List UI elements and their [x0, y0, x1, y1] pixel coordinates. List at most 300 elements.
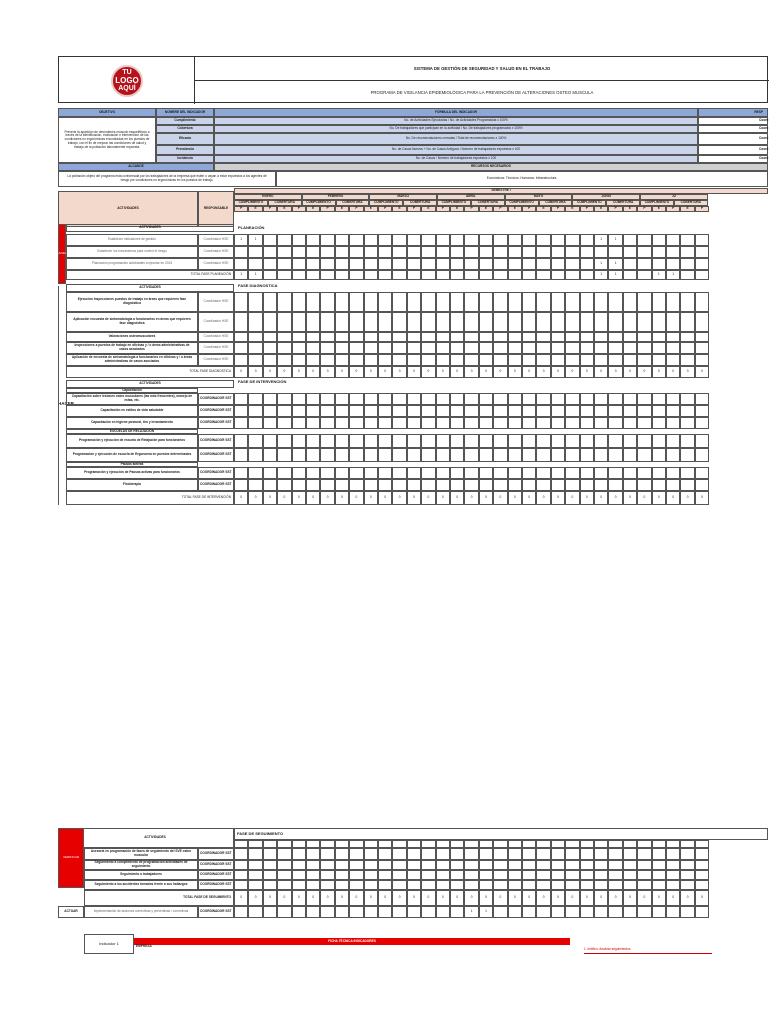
intervencion-row-1-3-cell-17 [479, 417, 493, 429]
intervencion-row-2-2-cell-29 [652, 448, 666, 462]
seguimiento-row-4-cell-15 [450, 880, 464, 890]
seguimiento-row-3-cell-31 [680, 870, 694, 880]
seguimiento-total-cell-5: 0 [306, 890, 320, 906]
seguimiento-row-2-cell-16 [464, 860, 478, 870]
seguimiento-row-3-cell-16 [464, 870, 478, 880]
intervencion-total-cell-32: 0 [695, 491, 709, 505]
diagnostica-total-cell-14: 0 [436, 366, 450, 378]
diagnostica-row-3-cell-30 [666, 332, 680, 342]
intervencion-row-2-1-cell-29 [652, 434, 666, 448]
diagnostica-row-4-cell-29 [652, 342, 666, 354]
intervencion-row-2-2-cell-14 [436, 448, 450, 462]
intervencion-total-cell-13: 0 [421, 491, 435, 505]
intervencion-row-2-1-cell-6 [320, 434, 334, 448]
seguimiento-row-1-cell-25 [594, 848, 608, 860]
planeacion-total-cell-11 [392, 270, 406, 280]
intervencion-row-1-3-cell-0 [234, 417, 248, 429]
seguimiento-row-4-cell-13 [421, 880, 435, 890]
actuar-row-cell-9 [364, 906, 378, 918]
planeacion-row-2-cell-25 [594, 246, 608, 258]
intervencion-row-2-2-cell-18 [493, 448, 507, 462]
diagnostica-total-cell-16: 0 [464, 366, 478, 378]
actuar-row-cell-2 [263, 906, 277, 918]
diagnostica-row-2-cell-20 [522, 312, 536, 332]
seguimiento-total-cell-19: 0 [508, 890, 522, 906]
intervencion-row-1-3-cell-30 [666, 417, 680, 429]
planeacion-row-1-cell-5 [306, 234, 320, 246]
planeacion-row-3-cell-27 [623, 258, 637, 270]
seguimiento-row-3-cell-23 [565, 870, 579, 880]
seguimiento-subheader-cell-18 [493, 840, 507, 848]
planeacion-row-3-cell-9 [364, 258, 378, 270]
month-1-cumplimiento: CUMPLIMIENTO [234, 200, 268, 206]
planeacion-total-cell-20 [522, 270, 536, 280]
seguimiento-row-1-cell-22 [551, 848, 565, 860]
seguimiento-total-cell-23: 0 [565, 890, 579, 906]
diagnostica-row-1-cell-7 [335, 292, 349, 312]
planeacion-row-1-cell-3 [277, 234, 291, 246]
diagnostica-row-1-cell-4 [292, 292, 306, 312]
actuar-row-cell-14 [436, 906, 450, 918]
diagnostica-total-cell-17: 0 [479, 366, 493, 378]
intervencion-row-1-2-cell-28 [637, 405, 651, 417]
diagnostica-responsable-3: Coordinador HSE [198, 332, 234, 342]
diagnostica-row-5-cell-17 [479, 354, 493, 366]
intervencion-row-2-2-cell-17 [479, 448, 493, 462]
diagnostica-row-3-cell-27 [623, 332, 637, 342]
seguimiento-subheader-cell-6 [320, 840, 334, 848]
diagnostica-row-5-cell-9 [364, 354, 378, 366]
diagnostica-row-1-cell-8 [349, 292, 363, 312]
intervencion-row-3-1-cell-29 [652, 467, 666, 479]
diagnostica-row-3-cell-18 [493, 332, 507, 342]
diagnostica-row-5-cell-27 [623, 354, 637, 366]
seguimiento-row-1-cell-18 [493, 848, 507, 860]
intervencion-row-3-2-cell-22 [551, 479, 565, 491]
seguimiento-row-4-cell-14 [436, 880, 450, 890]
planeacion-row-1-cell-18 [493, 234, 507, 246]
intervencion-row-2-2-cell-10 [378, 448, 392, 462]
seguimiento-total-cell-11: 0 [392, 890, 406, 906]
planeacion-row-3-cell-18 [493, 258, 507, 270]
diagnostica-row-3-cell-22 [551, 332, 565, 342]
intervencion-total-cell-19: 0 [508, 491, 522, 505]
seguimiento-row-2-cell-17 [479, 860, 493, 870]
seguimiento-row-4-cell-16 [464, 880, 478, 890]
planeacion-row-3-cell-4 [292, 258, 306, 270]
intervencion-row-3-2-cell-10 [378, 479, 392, 491]
planeacion-row-1-cell-1: 1 [248, 234, 262, 246]
seguimiento-row-4-cell-17 [479, 880, 493, 890]
diagnostica-row-3-cell-10 [378, 332, 392, 342]
seguimiento-responsable-1: COORDINADOR SST [198, 848, 234, 860]
diagnostica-responsable-4: Coordinador HSE [198, 342, 234, 354]
diagnostica-row-3-cell-5 [306, 332, 320, 342]
diagnostica-row-2-cell-27 [623, 312, 637, 332]
intervencion-row-1-2-cell-18 [493, 405, 507, 417]
intervencion-row-3-1-cell-23 [565, 467, 579, 479]
pe-cell-15: E [450, 206, 464, 212]
planeacion-total-cell-24 [580, 270, 594, 280]
planeacion-row-1-cell-24 [580, 234, 594, 246]
intervencion-row-1-3-cell-22 [551, 417, 565, 429]
planeacion-row-3-cell-21 [536, 258, 550, 270]
intervencion-total-cell-2: 0 [263, 491, 277, 505]
intervencion-row-1-2-cell-10 [378, 405, 392, 417]
seguimiento-total-cell-10: 0 [378, 890, 392, 906]
seguimiento-subheader-cell-0 [234, 840, 248, 848]
diagnostica-row-1-cell-12 [407, 292, 421, 312]
diagnostica-row-5-cell-16 [464, 354, 478, 366]
document-header [58, 56, 768, 103]
planeacion-row-2-cell-30 [666, 246, 680, 258]
intervencion-row-1-1-cell-5 [306, 393, 320, 405]
intervencion-row-2-2-cell-20 [522, 448, 536, 462]
seguimiento-phase-title: FASE DE SEGUIMIENTO [234, 828, 768, 840]
diagnostica-total-cell-6: 0 [320, 366, 334, 378]
diagnostica-total-cell-7: 0 [335, 366, 349, 378]
intervencion-row-1-1-cell-23 [565, 393, 579, 405]
diagnostica-row-1-cell-23 [565, 292, 579, 312]
seguimiento-total-cell-32: 0 [695, 890, 709, 906]
diagnostica-row-2-cell-11 [392, 312, 406, 332]
seguimiento-row-3-cell-17 [479, 870, 493, 880]
intervencion-row-1-3-cell-3 [277, 417, 291, 429]
diagnostica-total-cell-24: 0 [580, 366, 594, 378]
pe-cell-24: P [580, 206, 594, 212]
seguimiento-row-1-cell-5 [306, 848, 320, 860]
diagnostica-row-4-cell-27 [623, 342, 637, 354]
diagnostica-total-cell-0: 0 [234, 366, 248, 378]
planeacion-total-cell-9 [364, 270, 378, 280]
seguimiento-total-cell-16: 0 [464, 890, 478, 906]
intervencion-total-cell-18: 0 [493, 491, 507, 505]
diagnostica-row-2-cell-15 [450, 312, 464, 332]
seguimiento-row-4-cell-20 [522, 880, 536, 890]
diagnostica-row-2-cell-28 [637, 312, 651, 332]
intervencion-row-1-2-cell-31 [680, 405, 694, 417]
intervencion-row-2-2-cell-21 [536, 448, 550, 462]
intervencion-row-1-1-cell-17 [479, 393, 493, 405]
seguimiento-row-2-cell-28 [637, 860, 651, 870]
intervencion-row-1-2-cell-22 [551, 405, 565, 417]
intervencion-row-3-1-cell-15 [450, 467, 464, 479]
planeacion-row-2-cell-20 [522, 246, 536, 258]
intervencion-row-1-3-cell-20 [522, 417, 536, 429]
diagnostica-total-cell-18: 0 [493, 366, 507, 378]
diagnostica-row-5-cell-25 [594, 354, 608, 366]
diagnostica-total-cell-27: 0 [623, 366, 637, 378]
planear-label: PLANEAR [58, 224, 66, 284]
planeacion-row-3-cell-15 [450, 258, 464, 270]
intervencion-row-1-2-cell-16 [464, 405, 478, 417]
diagnostica-row-3-cell-14 [436, 332, 450, 342]
seguimiento-subheader-cell-4 [292, 840, 306, 848]
diagnostica-row-1-cell-15 [450, 292, 464, 312]
intervencion-actividades-header: ACTIVIDADES [66, 380, 234, 388]
month-2-cobertura: COBERTURA [336, 200, 370, 206]
pe-cell-26: P [608, 206, 622, 212]
intervencion-total-cell-8: 0 [349, 491, 363, 505]
seguimiento-row-3-cell-28 [637, 870, 651, 880]
planeacion-row-2-cell-8 [349, 246, 363, 258]
seguimiento-row-3-cell-22 [551, 870, 565, 880]
diagnostica-row-4-cell-13 [421, 342, 435, 354]
intervencion-row-1-3-cell-1 [248, 417, 262, 429]
diagnostica-row-3-cell-21 [536, 332, 550, 342]
diagnostica-row-5-cell-29 [652, 354, 666, 366]
intervencion-row-1-3-cell-23 [565, 417, 579, 429]
intervencion-row-1-2-cell-12 [407, 405, 421, 417]
intervencion-row-1-1-cell-8 [349, 393, 363, 405]
diagnostica-row-1-cell-31 [680, 292, 694, 312]
month-7: JU [640, 194, 708, 200]
seguimiento-row-3-cell-12 [407, 870, 421, 880]
seguimiento-responsable-2: COORDINADOR SST [198, 860, 234, 870]
intervencion-row-1-1-cell-13 [421, 393, 435, 405]
diagnostica-row-1-cell-19 [508, 292, 522, 312]
planeacion-activity-2: Establecer los mecanismos para control el riesgo [66, 246, 198, 258]
seguimiento-row-2-cell-2 [263, 860, 277, 870]
diagnostica-row-1-cell-29 [652, 292, 666, 312]
pe-cell-18: P [493, 206, 507, 212]
actuar-row-cell-6 [320, 906, 334, 918]
seguimiento-row-3-cell-13 [421, 870, 435, 880]
intervencion-row-3-2-cell-32 [695, 479, 709, 491]
intervencion-activity-1-1: Capacitación sobre lesiones osteo musculares (las más frecuentes), manejo de estas, etc. [66, 393, 198, 405]
intervencion-row-2-2-cell-6 [320, 448, 334, 462]
intervencion-row-2-1-cell-31 [680, 434, 694, 448]
seguimiento-row-2-cell-22 [551, 860, 565, 870]
seguimiento-row-2-cell-0 [234, 860, 248, 870]
seguimiento-row-4-cell-30 [666, 880, 680, 890]
actuar-row-cell-30 [666, 906, 680, 918]
pe-cell-11: E [392, 206, 406, 212]
indicator-resp-4: Coord [698, 145, 768, 155]
seguimiento-activity-1: Asesoría en programación de fases de seguimiento del SVE osteo muscular [84, 848, 198, 860]
planeacion-row-2-cell-23 [565, 246, 579, 258]
diagnostica-row-5-cell-15 [450, 354, 464, 366]
seguimiento-total-cell-12: 0 [407, 890, 421, 906]
seguimiento-row-1-cell-30 [666, 848, 680, 860]
diagnostica-activity-2: Aplicación encuesta de sintomatología a funcionarios en áreas que requieren fase diagnóstica [66, 312, 198, 332]
seguimiento-row-4-cell-28 [637, 880, 651, 890]
seguimiento-row-3-cell-14 [436, 870, 450, 880]
schedule-table [55, 188, 768, 538]
actuar-activity: Implementación de acciones correctivas y preventivas / correctivas [84, 906, 198, 918]
intervencion-responsable-1-3: COORDINADOR SST [198, 417, 234, 429]
planeacion-total-cell-15 [450, 270, 464, 280]
seguimiento-row-2-cell-11 [392, 860, 406, 870]
seguimiento-total-cell-21: 0 [536, 890, 550, 906]
diagnostica-total-cell-2: 0 [263, 366, 277, 378]
diagnostica-row-4-cell-7 [335, 342, 349, 354]
intervencion-row-1-1-cell-28 [637, 393, 651, 405]
intervencion-total-cell-29: 0 [652, 491, 666, 505]
intervencion-row-2-2-cell-19 [508, 448, 522, 462]
diagnostica-total-cell-1: 0 [248, 366, 262, 378]
verificar-label: VERIFICAR [58, 828, 84, 888]
diagnostica-row-4-cell-12 [407, 342, 421, 354]
diagnostica-activity-1: Ejecución Inspecciones puestos de trabajo en áreas que requieren fase diagnóstica [66, 292, 198, 312]
intervencion-row-2-1-cell-8 [349, 434, 363, 448]
planeacion-row-3-cell-7 [335, 258, 349, 270]
actuar-label: ACTUAR [58, 906, 84, 918]
planeacion-total-cell-12 [407, 270, 421, 280]
diagnostica-row-1-cell-6 [320, 292, 334, 312]
intervencion-total-cell-27: 0 [623, 491, 637, 505]
diagnostica-row-5-cell-10 [378, 354, 392, 366]
intervencion-row-1-1-cell-11 [392, 393, 406, 405]
intervencion-row-2-2-cell-1 [248, 448, 262, 462]
seguimiento-subheader-cell-14 [436, 840, 450, 848]
planeacion-row-1-cell-7 [335, 234, 349, 246]
seguimiento-row-3-cell-4 [292, 870, 306, 880]
seguimiento-total-cell-24: 0 [580, 890, 594, 906]
seguimiento-row-2-cell-5 [306, 860, 320, 870]
intervencion-row-1-2-cell-29 [652, 405, 666, 417]
diagnostica-row-2-cell-29 [652, 312, 666, 332]
diagnostica-row-1-cell-27 [623, 292, 637, 312]
intervencion-row-2-2-cell-0 [234, 448, 248, 462]
seguimiento-row-4-cell-31 [680, 880, 694, 890]
diagnostica-row-3-cell-17 [479, 332, 493, 342]
seguimiento-row-2-cell-18 [493, 860, 507, 870]
planeacion-row-2-cell-28 [637, 246, 651, 258]
intervencion-row-3-2-cell-18 [493, 479, 507, 491]
intervencion-total-cell-7: 0 [335, 491, 349, 505]
intervencion-responsable-3-2: COORDINADOR SST [198, 479, 234, 491]
logo-area [59, 57, 195, 104]
planeacion-row-1-cell-4 [292, 234, 306, 246]
planeacion-row-2-cell-7 [335, 246, 349, 258]
intervencion-row-2-1-cell-2 [263, 434, 277, 448]
diagnostica-total-cell-22: 0 [551, 366, 565, 378]
seguimiento-total-cell-7: 0 [335, 890, 349, 906]
intervencion-row-3-2-cell-11 [392, 479, 406, 491]
intervencion-row-2-2-cell-9 [364, 448, 378, 462]
pe-cell-22: P [551, 206, 565, 212]
diagnostica-total-cell-8: 0 [349, 366, 363, 378]
intervencion-row-3-1-cell-27 [623, 467, 637, 479]
diagnostica-row-4-cell-6 [320, 342, 334, 354]
intervencion-total-cell-30: 0 [666, 491, 680, 505]
seguimiento-total-cell-20: 0 [522, 890, 536, 906]
intervencion-row-3-1-cell-21 [536, 467, 550, 479]
seguimiento-row-1-cell-31 [680, 848, 694, 860]
diagnostica-row-1-cell-30 [666, 292, 680, 312]
seguimiento-row-2-cell-6 [320, 860, 334, 870]
seguimiento-row-3-cell-19 [508, 870, 522, 880]
intervencion-row-3-2-cell-28 [637, 479, 651, 491]
intervencion-row-1-3-cell-10 [378, 417, 392, 429]
intervencion-row-1-2-cell-8 [349, 405, 363, 417]
seguimiento-row-1-cell-15 [450, 848, 464, 860]
intervencion-row-3-1-cell-17 [479, 467, 493, 479]
intervencion-row-3-2-cell-31 [680, 479, 694, 491]
diagnostica-row-4-cell-30 [666, 342, 680, 354]
intervencion-row-3-2-cell-1 [248, 479, 262, 491]
month-2: FEBRERO [302, 194, 370, 200]
actuar-row-cell-15 [450, 906, 464, 918]
intervencion-row-3-1-cell-4 [292, 467, 306, 479]
intervencion-row-1-1-cell-10 [378, 393, 392, 405]
seguimiento-row-4-cell-12 [407, 880, 421, 890]
actuar-responsable: COORDINADOR SST [198, 906, 234, 918]
intervencion-row-1-3-cell-21 [536, 417, 550, 429]
diagnostica-row-5-cell-2 [263, 354, 277, 366]
diagnostica-row-4-cell-5 [306, 342, 320, 354]
planeacion-total-cell-13 [421, 270, 435, 280]
col-formula: FÓRMULA DEL INDICADOR [214, 108, 698, 117]
intervencion-row-1-2-cell-1 [248, 405, 262, 417]
indicator-resp-2: Coord [698, 125, 768, 133]
diagnostica-row-5-cell-14 [436, 354, 450, 366]
diagnostica-row-4-cell-23 [565, 342, 579, 354]
intervencion-group-3: Pausas activas [66, 462, 198, 467]
intervencion-row-2-2-cell-30 [666, 448, 680, 462]
intervencion-row-2-1-cell-25 [594, 434, 608, 448]
actuar-row-cell-0 [234, 906, 248, 918]
planeacion-row-3-cell-32 [695, 258, 709, 270]
seguimiento-table [58, 828, 768, 928]
intervencion-row-2-2-cell-26 [608, 448, 622, 462]
intervencion-row-1-1-cell-24 [580, 393, 594, 405]
intervencion-total-cell-5: 0 [306, 491, 320, 505]
diagnostica-responsable-2: Coordinador HSE [198, 312, 234, 332]
intervencion-row-1-1-cell-15 [450, 393, 464, 405]
intervencion-row-2-2-cell-32 [695, 448, 709, 462]
intervencion-row-1-2-cell-23 [565, 405, 579, 417]
diagnostica-row-4-cell-0 [234, 342, 248, 354]
planeacion-row-3-cell-6 [320, 258, 334, 270]
planeacion-row-1-cell-10 [378, 234, 392, 246]
planeacion-row-3-cell-30 [666, 258, 680, 270]
intervencion-row-3-2-cell-30 [666, 479, 680, 491]
pe-cell-17: E [479, 206, 493, 212]
diagnostica-row-4-cell-17 [479, 342, 493, 354]
diagnostica-row-1-cell-25 [594, 292, 608, 312]
intervencion-row-3-1-cell-5 [306, 467, 320, 479]
planeacion-row-2-cell-6 [320, 246, 334, 258]
intervencion-row-2-2-cell-31 [680, 448, 694, 462]
planeacion-total-cell-30: 1 [666, 270, 680, 280]
pe-cell-12: P [407, 206, 421, 212]
ficha-right-text: 1. Indifico: Analizar seguimientos [584, 948, 712, 954]
intervencion-row-1-3-cell-7 [335, 417, 349, 429]
diagnostica-responsable-1: Coordinador HSE [198, 292, 234, 312]
pe-cell-30: P [666, 206, 680, 212]
intervencion-row-1-1-cell-21 [536, 393, 550, 405]
seguimiento-row-2-cell-25 [594, 860, 608, 870]
diagnostica-row-5-cell-3 [277, 354, 291, 366]
seguimiento-row-1-cell-19 [508, 848, 522, 860]
seguimiento-row-1-cell-26 [608, 848, 622, 860]
intervencion-row-1-1-cell-30 [666, 393, 680, 405]
planeacion-row-3-cell-0 [234, 258, 248, 270]
hacer-column-border [58, 286, 59, 505]
intervencion-row-3-2-cell-4 [292, 479, 306, 491]
planeacion-row-1-cell-19 [508, 234, 522, 246]
intervencion-row-3-1-cell-22 [551, 467, 565, 479]
seguimiento-row-3-cell-7 [335, 870, 349, 880]
seguimiento-row-1-cell-32 [695, 848, 709, 860]
planeacion-row-2-cell-13 [421, 246, 435, 258]
intervencion-row-1-1-cell-14 [436, 393, 450, 405]
actuar-row-cell-4 [292, 906, 306, 918]
indicator-table [58, 108, 768, 198]
seguimiento-subheader-cell-10 [378, 840, 392, 848]
